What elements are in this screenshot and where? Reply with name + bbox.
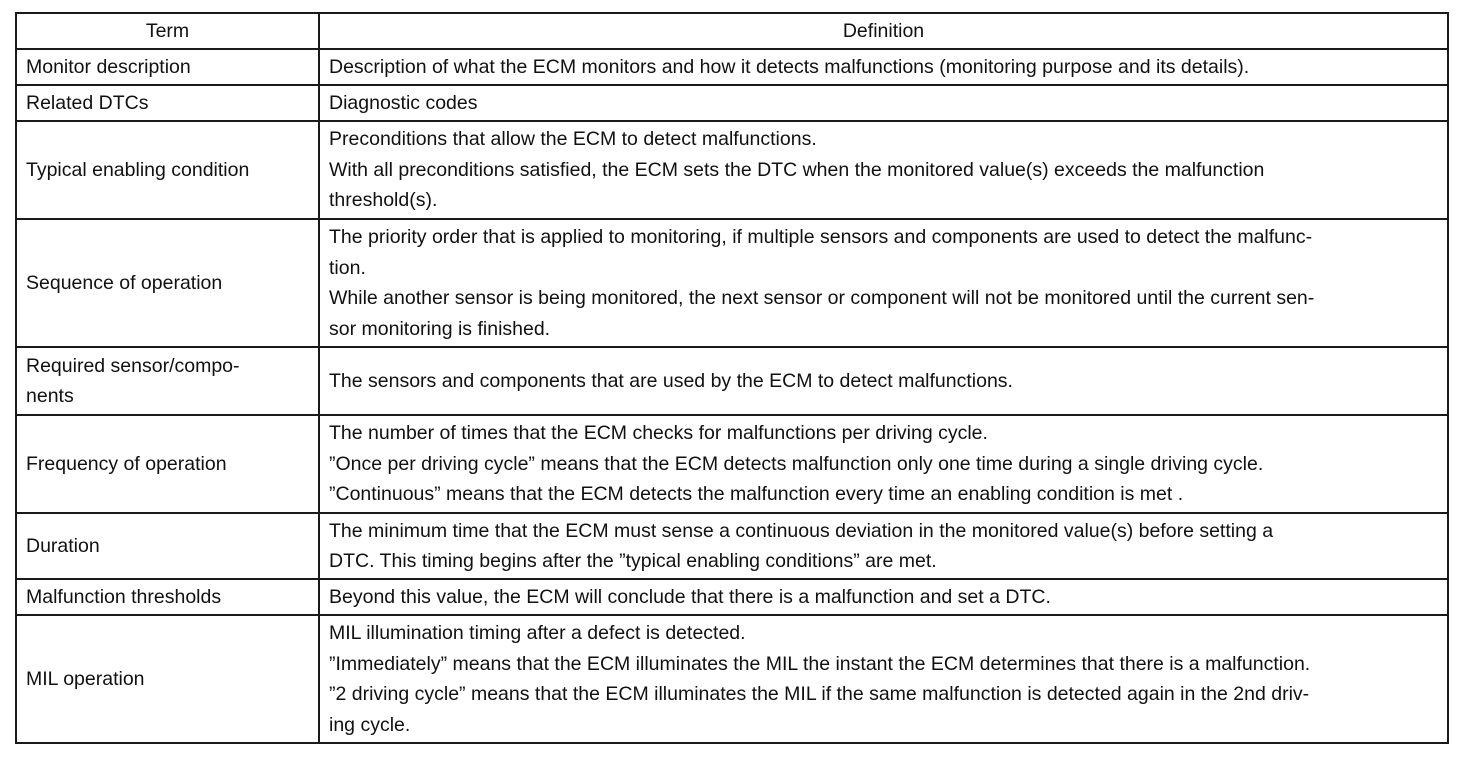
definition-line: threshold(s).	[329, 189, 438, 212]
table-row-monitor-description	[16, 49, 1448, 85]
header-definition: Definition	[319, 13, 1448, 49]
term-cell	[16, 513, 319, 579]
term-text: Required sensor/compo-	[26, 354, 240, 377]
term-cell	[16, 415, 319, 513]
definition-cell	[319, 513, 1448, 579]
definition-line: ”Continuous” means that the ECM detects the malfunction every time an enabling condition is met .	[329, 483, 1184, 506]
term-cell	[16, 49, 319, 85]
definition-line: The sensors and components that are used by the ECM to detect malfunctions.	[329, 369, 1013, 392]
definition-line: Diagnostic codes	[329, 91, 478, 114]
definition-line: DTC. This timing begins after the ”typical enabling conditions” are met.	[329, 550, 937, 572]
definition-line: Preconditions that allow the ECM to detect malfunctions.	[329, 128, 817, 151]
definition-line: tion.	[329, 256, 366, 279]
term-text: Duration	[26, 534, 100, 557]
term-text: Monitor description	[26, 55, 191, 78]
term-cell	[16, 615, 319, 743]
definition-line: ing cycle.	[329, 713, 411, 736]
definition-line: sor monitoring is finished.	[329, 317, 551, 340]
definition-line: With all preconditions satisfied, the ECM sets the DTC when the monitored value(s) exceeds the malfunction	[329, 158, 1265, 181]
definition-line: Beyond this value, the ECM will conclude that there is a malfunction and set a DTC.	[329, 585, 1051, 608]
definition-cell	[319, 415, 1448, 513]
term-cell	[16, 219, 319, 347]
definition-cell	[319, 49, 1448, 85]
definition-cell	[319, 579, 1448, 615]
term-text: MIL operation	[26, 667, 145, 690]
term-text: nents	[26, 385, 74, 407]
definition-cell	[319, 121, 1448, 219]
definition-cell	[319, 85, 1448, 121]
definition-cell	[319, 347, 1448, 415]
definition-line: The minimum time that the ECM must sense a continuous deviation in the monitored value(s) before setting a	[329, 519, 1274, 542]
table-row-typical-enabling-condition	[16, 121, 1448, 219]
definition-line: ”2 driving cycle” means that the ECM illuminates the MIL if the same malfunction is detected again in the 2nd driv-	[329, 683, 1310, 705]
header-row	[16, 13, 1448, 49]
term-cell	[16, 121, 319, 219]
definition-cell	[319, 219, 1448, 347]
definition-line: Description of what the ECM monitors and how it detects malfunctions (monitoring purpose and its details).	[329, 55, 1250, 78]
term-cell	[16, 579, 319, 615]
table-row-duration	[16, 513, 1448, 579]
term-cell	[16, 347, 319, 415]
term-text: Typical enabling condition	[26, 158, 250, 181]
term-text: Sequence of operation	[26, 271, 223, 294]
definition-cell	[319, 615, 1448, 743]
table-row-required-sensor-components	[16, 347, 1448, 415]
term-text: Frequency of operation	[26, 452, 227, 475]
definition-line: MIL illumination timing after a defect is detected.	[329, 622, 746, 644]
definition-line: ”Immediately” means that the ECM illuminates the MIL the instant the ECM determines that there is a malfunction.	[329, 652, 1311, 675]
terms-table	[15, 12, 1449, 744]
table-row-mil-operation	[16, 615, 1448, 743]
header-term: Term	[16, 13, 319, 49]
table-row-frequency-of-operation	[16, 415, 1448, 513]
definition-line: While another sensor is being monitored, the next sensor or component will not be monitored until the current sen-	[329, 287, 1315, 309]
table-row-related-dtcs	[16, 85, 1448, 121]
definition-line: The number of times that the ECM checks for malfunctions per driving cycle.	[329, 422, 988, 445]
definition-line: The priority order that is applied to monitoring, if multiple sensors and components are used to detect the malfunc-	[329, 226, 1313, 248]
table-row-malfunction-thresholds	[16, 579, 1448, 615]
definition-line: ”Once per driving cycle” means that the ECM detects malfunction only one time during a single driving cycle.	[329, 452, 1264, 475]
term-cell	[16, 85, 319, 121]
term-text: Malfunction thresholds	[26, 585, 222, 608]
table-row-sequence-of-operation	[16, 219, 1448, 347]
term-text: Related DTCs	[26, 91, 149, 114]
